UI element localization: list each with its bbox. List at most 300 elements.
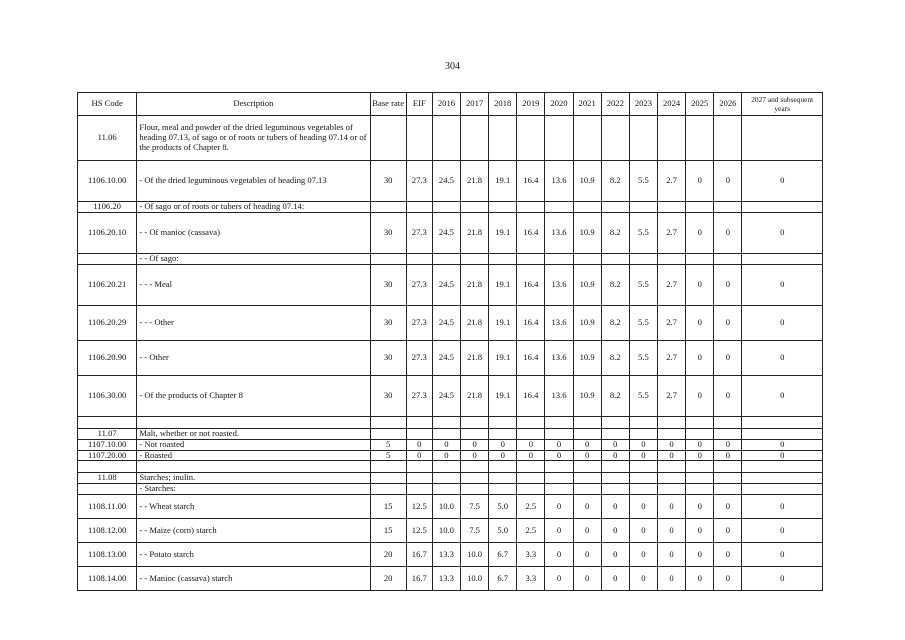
rate-cell: 0: [517, 450, 545, 461]
rate-cell: 0: [601, 567, 629, 591]
rate-cell: 16.4: [517, 264, 545, 305]
column-header: 2027 and subsequent years: [742, 93, 823, 116]
rate-cell: [370, 116, 406, 161]
rate-cell: 0: [686, 519, 714, 543]
rate-cell: 8.2: [601, 305, 629, 340]
rate-cell: [686, 428, 714, 439]
rate-cell: [406, 116, 432, 161]
rate-cell: [714, 116, 742, 161]
rate-cell: [573, 484, 601, 495]
rate-cell: 0: [545, 567, 573, 591]
rate-cell: 0: [686, 567, 714, 591]
rate-cell: [370, 428, 406, 439]
rate-cell: [629, 428, 657, 439]
rate-cell: [601, 484, 629, 495]
rate-cell: 0: [686, 439, 714, 450]
rate-cell: [461, 416, 489, 428]
rate-cell: 19.1: [489, 305, 517, 340]
rate-cell: 8.2: [601, 212, 629, 253]
rate-cell: 0: [742, 305, 823, 340]
rate-cell: [489, 484, 517, 495]
rate-cell: [573, 428, 601, 439]
rate-cell: 0: [714, 264, 742, 305]
rate-cell: [742, 484, 823, 495]
rate-cell: 0: [658, 495, 686, 519]
rate-cell: [545, 253, 573, 264]
rate-cell: [601, 116, 629, 161]
rate-cell: 0: [545, 519, 573, 543]
description-text: - - - Meal: [139, 278, 173, 289]
rate-cell: 2.7: [658, 264, 686, 305]
rate-cell: [432, 428, 460, 439]
rate-cell: 0: [601, 519, 629, 543]
rate-cell: 0: [629, 519, 657, 543]
rate-cell: 10.9: [573, 305, 601, 340]
rate-cell: [370, 416, 406, 428]
rate-cell: 0: [629, 439, 657, 450]
rate-cell: [629, 473, 657, 484]
hs-code-cell: [78, 484, 137, 495]
rate-cell: 2.7: [658, 375, 686, 416]
table-row: [78, 416, 823, 428]
rate-cell: [573, 202, 601, 213]
rate-cell: 12.5: [406, 519, 432, 543]
rate-cell: 0: [658, 439, 686, 450]
rate-cell: 7.5: [461, 495, 489, 519]
table-row: [78, 340, 823, 375]
rate-cell: 30: [370, 212, 406, 253]
rate-cell: [432, 473, 460, 484]
column-header: EIF: [406, 93, 432, 116]
rate-cell: 27.3: [406, 340, 432, 375]
rate-cell: 24.5: [432, 161, 460, 202]
hs-code-cell: [78, 461, 137, 473]
rate-cell: 0: [489, 450, 517, 461]
hs-code-cell: [78, 416, 137, 428]
description-cell: [137, 439, 370, 450]
rate-cell: [742, 416, 823, 428]
rate-cell: 0: [573, 543, 601, 567]
rate-cell: 5.5: [629, 264, 657, 305]
rate-cell: [489, 428, 517, 439]
rate-cell: 0: [658, 519, 686, 543]
rate-cell: [629, 116, 657, 161]
rate-cell: [601, 428, 629, 439]
rate-cell: 0: [742, 495, 823, 519]
rate-cell: [629, 253, 657, 264]
rate-cell: [461, 116, 489, 161]
hs-code-cell: 1106.20.21: [78, 264, 137, 305]
rate-cell: [629, 202, 657, 213]
rate-cell: [601, 461, 629, 473]
rate-cell: 0: [714, 439, 742, 450]
rate-cell: 0: [601, 543, 629, 567]
rate-cell: 7.5: [461, 519, 489, 543]
rate-cell: 0: [629, 495, 657, 519]
rate-cell: [742, 461, 823, 473]
rate-cell: 5.5: [629, 212, 657, 253]
rate-cell: 0: [742, 543, 823, 567]
rate-cell: 13.6: [545, 161, 573, 202]
rate-cell: 0: [742, 375, 823, 416]
rate-cell: 6.7: [489, 543, 517, 567]
header-row: [78, 93, 823, 116]
hs-code-cell: 1107.20.00: [78, 450, 137, 461]
rate-cell: [629, 484, 657, 495]
description-cell: [137, 519, 370, 543]
rate-cell: [432, 484, 460, 495]
rate-cell: [461, 253, 489, 264]
rate-cell: [742, 116, 823, 161]
hs-code-cell: 1106.20.90: [78, 340, 137, 375]
description-text: - - Manioc (cassava) starch: [139, 572, 233, 583]
description-text: - - - Other: [139, 316, 174, 327]
rate-cell: 0: [742, 161, 823, 202]
rate-cell: 30: [370, 264, 406, 305]
rate-cell: 8.2: [601, 264, 629, 305]
rate-cell: 24.5: [432, 212, 460, 253]
rate-cell: [658, 473, 686, 484]
rate-cell: 8.2: [601, 161, 629, 202]
table-row: [78, 428, 823, 439]
table-row: [78, 473, 823, 484]
rate-cell: 0: [714, 543, 742, 567]
description-cell: [137, 416, 370, 428]
rate-cell: 2.5: [517, 519, 545, 543]
hs-code-cell: 1108.14.00: [78, 567, 137, 591]
rate-cell: 3.3: [517, 567, 545, 591]
rate-cell: 5.5: [629, 375, 657, 416]
rate-cell: 0: [742, 519, 823, 543]
rate-cell: 13.6: [545, 212, 573, 253]
rate-cell: 0: [658, 543, 686, 567]
rate-cell: [573, 253, 601, 264]
rate-cell: [432, 416, 460, 428]
table-row: [78, 161, 823, 202]
rate-cell: 16.4: [517, 212, 545, 253]
rate-cell: [658, 116, 686, 161]
description-cell: [137, 202, 370, 213]
rate-cell: 19.1: [489, 375, 517, 416]
rate-cell: 16.4: [517, 305, 545, 340]
column-header: Base rate: [370, 93, 406, 116]
rate-cell: [370, 473, 406, 484]
rate-cell: 20: [370, 543, 406, 567]
rate-cell: 21.8: [461, 305, 489, 340]
rate-cell: 24.5: [432, 375, 460, 416]
rate-cell: 0: [742, 439, 823, 450]
rate-cell: [658, 253, 686, 264]
rate-cell: 0: [714, 519, 742, 543]
rate-cell: 0: [432, 450, 460, 461]
rate-cell: [714, 428, 742, 439]
rate-cell: [573, 116, 601, 161]
rate-cell: 0: [742, 567, 823, 591]
rate-cell: [517, 473, 545, 484]
rate-cell: 0: [742, 340, 823, 375]
column-header: 2024: [658, 93, 686, 116]
rate-cell: 2.7: [658, 212, 686, 253]
rate-cell: 0: [742, 264, 823, 305]
description-text: - - Potato starch: [139, 548, 194, 559]
rate-cell: 24.5: [432, 264, 460, 305]
rate-cell: 0: [742, 212, 823, 253]
rate-cell: 30: [370, 305, 406, 340]
description-cell: [137, 212, 370, 253]
rate-cell: 0: [545, 450, 573, 461]
rate-cell: 0: [686, 305, 714, 340]
rate-cell: 10.0: [461, 543, 489, 567]
rate-cell: [489, 416, 517, 428]
rate-cell: 0: [545, 495, 573, 519]
rate-cell: [489, 461, 517, 473]
rate-cell: 24.5: [432, 305, 460, 340]
table-row: [78, 439, 823, 450]
rate-cell: 0: [629, 567, 657, 591]
rate-cell: [658, 416, 686, 428]
column-header: 2026: [714, 93, 742, 116]
rate-cell: 2.7: [658, 161, 686, 202]
rate-cell: 0: [461, 450, 489, 461]
hs-code-cell: 1106.30.00: [78, 375, 137, 416]
rate-cell: 16.4: [517, 340, 545, 375]
rate-cell: 0: [658, 567, 686, 591]
rate-cell: [406, 473, 432, 484]
rate-cell: [461, 473, 489, 484]
description-cell: [137, 253, 370, 264]
table-row: [78, 212, 823, 253]
rate-cell: [517, 416, 545, 428]
description-text: Malt, whether or not roasted.: [139, 428, 240, 438]
description-cell: [137, 264, 370, 305]
rate-cell: 21.8: [461, 264, 489, 305]
description-text: Starches; inulin.: [139, 472, 196, 483]
rate-cell: [686, 253, 714, 264]
rate-cell: 5.0: [489, 519, 517, 543]
rate-cell: [370, 253, 406, 264]
rate-cell: [658, 484, 686, 495]
rate-cell: 10.0: [432, 519, 460, 543]
rate-cell: [406, 461, 432, 473]
rate-cell: [601, 253, 629, 264]
rate-cell: 3.3: [517, 543, 545, 567]
rate-cell: 21.8: [461, 340, 489, 375]
hs-code-cell: 1106.20.29: [78, 305, 137, 340]
description-cell: [137, 116, 370, 161]
description-text: - - Of sago:: [139, 253, 179, 263]
tariff-schedule-table: [77, 92, 823, 591]
rate-cell: [573, 461, 601, 473]
rate-cell: 13.6: [545, 264, 573, 305]
table-row: [78, 519, 823, 543]
rate-cell: [714, 461, 742, 473]
rate-cell: 0: [406, 450, 432, 461]
rate-cell: 10.9: [573, 264, 601, 305]
rate-cell: 8.2: [601, 375, 629, 416]
rate-cell: 0: [658, 450, 686, 461]
description-cell: [137, 305, 370, 340]
table-row: [78, 305, 823, 340]
description-cell: [137, 450, 370, 461]
column-header: 2020: [545, 93, 573, 116]
table-row: [78, 495, 823, 519]
hs-code-cell: 1108.12.00: [78, 519, 137, 543]
rate-cell: [370, 202, 406, 213]
rate-cell: 2.5: [517, 495, 545, 519]
description-text: - - Of manioc (cassava): [139, 226, 220, 237]
rate-cell: 12.5: [406, 495, 432, 519]
rate-cell: 0: [686, 450, 714, 461]
rate-cell: [517, 461, 545, 473]
table-row: [78, 450, 823, 461]
rate-cell: 21.8: [461, 161, 489, 202]
description-cell: [137, 473, 370, 484]
rate-cell: 19.1: [489, 212, 517, 253]
rate-cell: [742, 202, 823, 213]
rate-cell: [714, 202, 742, 213]
table-row: [78, 264, 823, 305]
description-cell: [137, 567, 370, 591]
page-number: 304: [445, 61, 460, 72]
rate-cell: 10.9: [573, 375, 601, 416]
hs-code-cell: 1108.11.00: [78, 495, 137, 519]
column-header: 2023: [629, 93, 657, 116]
column-header: 2022: [601, 93, 629, 116]
column-header: 2021: [573, 93, 601, 116]
rate-cell: [601, 416, 629, 428]
rate-cell: 5.5: [629, 161, 657, 202]
rate-cell: 0: [686, 495, 714, 519]
rate-cell: [686, 416, 714, 428]
rate-cell: 5.5: [629, 305, 657, 340]
rate-cell: [517, 428, 545, 439]
rate-cell: 0: [714, 212, 742, 253]
rate-cell: [629, 416, 657, 428]
description-text: - - Wheat starch: [139, 500, 195, 511]
column-header: Description: [137, 93, 370, 116]
description-text: - - Other: [139, 351, 169, 362]
rate-cell: [432, 202, 460, 213]
rate-cell: [461, 461, 489, 473]
rate-cell: [461, 484, 489, 495]
rate-cell: 0: [517, 439, 545, 450]
rate-cell: 0: [686, 212, 714, 253]
description-cell: [137, 428, 370, 439]
rate-cell: 0: [461, 439, 489, 450]
rate-cell: [489, 116, 517, 161]
description-text: - Of sago or of roots or tubers of heading 07.14:: [139, 201, 305, 211]
rate-cell: [406, 428, 432, 439]
rate-cell: [686, 116, 714, 161]
hs-code-cell: 11.07: [78, 428, 137, 439]
column-header: 2019: [517, 93, 545, 116]
description-text: - Of the dried leguminous vegetables of heading 07.13: [139, 175, 327, 186]
description-cell: [137, 161, 370, 202]
rate-cell: [714, 484, 742, 495]
description-text: - Starches:: [139, 483, 176, 494]
rate-cell: 27.3: [406, 264, 432, 305]
rate-cell: [601, 473, 629, 484]
rate-cell: 0: [629, 543, 657, 567]
rate-cell: 0: [714, 450, 742, 461]
rate-cell: [601, 202, 629, 213]
rate-cell: [714, 473, 742, 484]
rate-cell: 5: [370, 439, 406, 450]
description-cell: [137, 340, 370, 375]
rate-cell: 30: [370, 375, 406, 416]
rate-cell: [406, 416, 432, 428]
rate-cell: 13.6: [545, 305, 573, 340]
rate-cell: [517, 202, 545, 213]
rate-cell: [658, 461, 686, 473]
rate-cell: 13.3: [432, 567, 460, 591]
rate-cell: 5.5: [629, 340, 657, 375]
rate-cell: 10.9: [573, 340, 601, 375]
rate-cell: [714, 416, 742, 428]
rate-cell: [406, 253, 432, 264]
rate-cell: 0: [714, 567, 742, 591]
description-cell: [137, 495, 370, 519]
rate-cell: [370, 484, 406, 495]
rate-cell: [714, 253, 742, 264]
rate-cell: 5: [370, 450, 406, 461]
hs-code-cell: [78, 253, 137, 264]
rate-cell: 0: [573, 495, 601, 519]
rate-cell: [461, 428, 489, 439]
rate-cell: 16.4: [517, 375, 545, 416]
rate-cell: 16.7: [406, 543, 432, 567]
description-cell: [137, 375, 370, 416]
description-cell: [137, 484, 370, 495]
rate-cell: [686, 484, 714, 495]
rate-cell: 0: [406, 439, 432, 450]
rate-cell: 15: [370, 519, 406, 543]
rate-cell: 21.8: [461, 212, 489, 253]
rate-cell: 19.1: [489, 264, 517, 305]
table-row: [78, 484, 823, 495]
description-text: - Of the products of Chapter 8: [139, 389, 243, 400]
table-row: [78, 543, 823, 567]
rate-cell: [545, 473, 573, 484]
rate-cell: 8.2: [601, 340, 629, 375]
rate-cell: 19.1: [489, 161, 517, 202]
description-cell: [137, 543, 370, 567]
rate-cell: 0: [489, 439, 517, 450]
column-header: 2016: [432, 93, 460, 116]
rate-cell: 20: [370, 567, 406, 591]
rate-cell: [545, 202, 573, 213]
rate-cell: [545, 428, 573, 439]
rate-cell: [489, 473, 517, 484]
rate-cell: [432, 253, 460, 264]
rate-cell: 27.3: [406, 375, 432, 416]
table-row: [78, 202, 823, 213]
description-text: - Not roasted: [139, 439, 185, 449]
rate-cell: [489, 253, 517, 264]
column-header: 2018: [489, 93, 517, 116]
rate-cell: [686, 461, 714, 473]
rate-cell: 0: [601, 439, 629, 450]
rate-cell: 0: [714, 340, 742, 375]
rate-cell: 27.3: [406, 161, 432, 202]
rate-cell: 13.6: [545, 340, 573, 375]
rate-cell: 0: [714, 305, 742, 340]
rate-cell: 0: [714, 161, 742, 202]
rate-cell: 27.3: [406, 212, 432, 253]
description-text: Flour, meal and powder of the dried leguminous vegetables of heading 07.13, of sago or of roots or tubers of heading 07.14 or of the products of Chapter 8.: [139, 122, 367, 152]
hs-code-cell: 1107.10.00: [78, 439, 137, 450]
rate-cell: [686, 473, 714, 484]
